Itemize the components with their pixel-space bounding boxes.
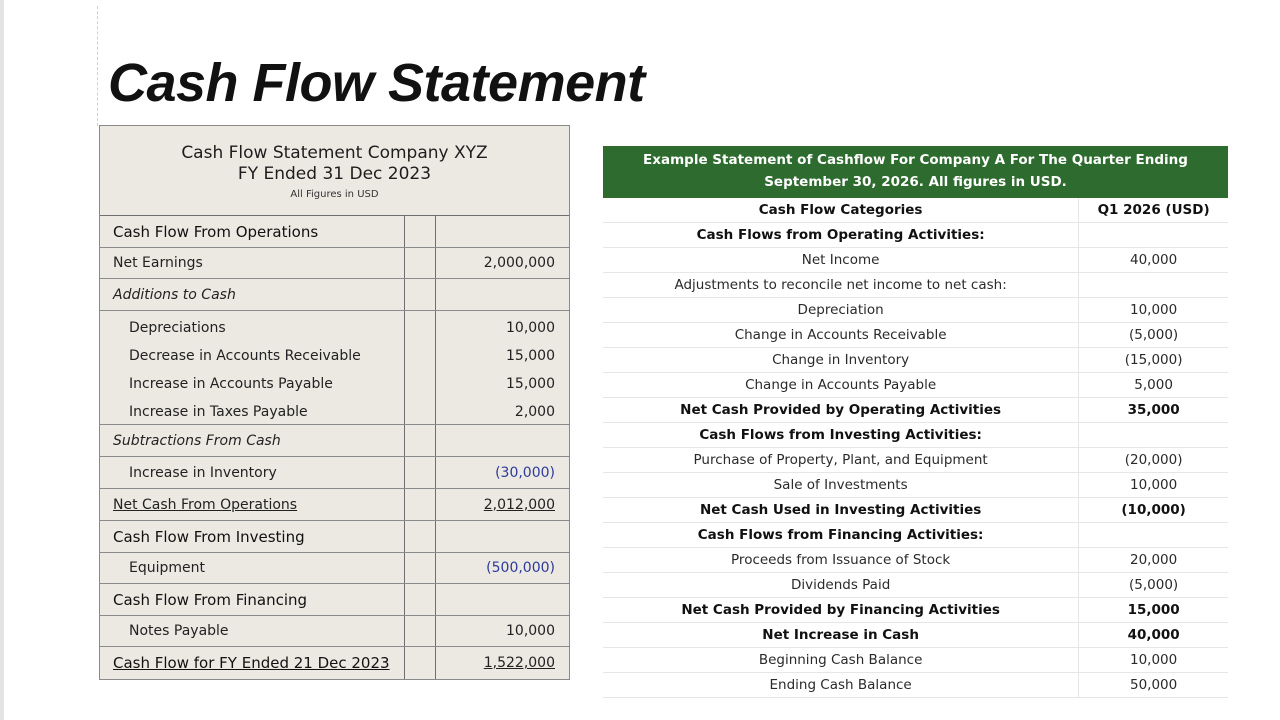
- row-amount: [484, 647, 555, 679]
- row-amount: 10,000: [506, 320, 555, 336]
- statement-row: [100, 521, 569, 553]
- row-category: Depreciation: [603, 298, 1079, 322]
- row-category: Net Cash Provided by Operating Activities: [603, 398, 1079, 422]
- row-value: 20,000: [1129, 552, 1178, 568]
- row-value: 5,000: [1134, 377, 1173, 393]
- row-label: Cash Flow From Investing: [113, 527, 305, 546]
- table-row: [603, 473, 1228, 498]
- statement-row: [100, 248, 569, 279]
- statement-row: [100, 279, 569, 311]
- table-row: [603, 373, 1228, 398]
- header-category: Cash Flow Categories: [603, 198, 1079, 222]
- table-row: [603, 623, 1228, 648]
- row-category: Cash Flows from Financing Activities:: [603, 523, 1079, 547]
- table-title: Example Statement of Cashflow For Company A For The Quarter Ending September 30, 2026. All figures in USD.: [603, 146, 1228, 198]
- row-value: (5,000): [1129, 327, 1179, 343]
- total-amount: 1,522,000: [483, 655, 555, 671]
- table-header-row: [603, 198, 1228, 223]
- subtotal-label: Net Cash From Operations: [113, 496, 298, 513]
- row-amount: 10,000: [506, 623, 555, 639]
- statement-company: Cash Flow Statement Company XYZ: [181, 143, 488, 163]
- row-category: Change in Inventory: [603, 348, 1079, 372]
- statement-row: [100, 489, 569, 521]
- subtotal-amount: 2,012,000: [483, 496, 555, 513]
- row-label: Depreciations: [129, 320, 226, 336]
- row-amount: 2,000,000: [483, 255, 555, 271]
- window-edge: [0, 0, 4, 720]
- total-label: Cash Flow for FY Ended 21 Dec 2023: [113, 654, 390, 672]
- statement-row: [100, 647, 569, 679]
- table-row: [603, 223, 1228, 248]
- table-row: [603, 398, 1228, 423]
- row-value: [1079, 523, 1228, 547]
- row-amount: (30,000): [495, 464, 555, 481]
- row-value: 50,000: [1129, 677, 1178, 693]
- statement-row: [100, 398, 569, 426]
- row-amount: 2,000: [514, 404, 555, 420]
- row-category: Beginning Cash Balance: [603, 648, 1079, 672]
- statement-header: [100, 126, 569, 216]
- row-category: Adjustments to reconcile net income to net cash:: [603, 273, 1079, 297]
- statement-row: [100, 217, 569, 248]
- row-value: [1079, 423, 1228, 447]
- row-value: (15,000): [1124, 352, 1183, 368]
- row-value: (10,000): [1121, 502, 1186, 518]
- row-category: Cash Flows from Investing Activities:: [603, 423, 1079, 447]
- statement-row: [100, 584, 569, 616]
- row-amount: (500,000): [486, 560, 555, 576]
- statement-row: [100, 314, 569, 342]
- table-row: [603, 548, 1228, 573]
- row-category: Change in Accounts Payable: [603, 373, 1079, 397]
- row-label: Cash Flow From Financing: [113, 590, 308, 609]
- statement-row: [100, 342, 569, 370]
- statement-row: [100, 370, 569, 398]
- table-row: [603, 273, 1228, 298]
- table-row: [603, 498, 1228, 523]
- row-value: (20,000): [1124, 452, 1183, 468]
- additions-group: [100, 311, 569, 425]
- row-amount: 15,000: [506, 348, 555, 364]
- row-amount: [484, 489, 555, 520]
- guide-line: [97, 6, 98, 126]
- row-value: 10,000: [1129, 302, 1178, 318]
- row-label: Increase in Taxes Payable: [129, 404, 308, 420]
- row-category: Net Cash Used in Investing Activities: [603, 498, 1079, 522]
- row-category: Ending Cash Balance: [603, 673, 1079, 697]
- row-category: Net Increase in Cash: [603, 623, 1079, 647]
- row-label: [113, 489, 297, 520]
- statement-note: All Figures in USD: [290, 189, 379, 200]
- row-value: [1079, 223, 1228, 247]
- table-row: [603, 248, 1228, 273]
- header-value: Q1 2026 (USD): [1097, 202, 1210, 218]
- row-value: 10,000: [1129, 477, 1178, 493]
- row-amount: 15,000: [506, 376, 555, 392]
- row-label: Cash Flow From Operations: [113, 223, 319, 241]
- row-value: 15,000: [1127, 602, 1180, 618]
- row-value: (5,000): [1129, 577, 1179, 593]
- row-label: Decrease in Accounts Receivable: [129, 348, 361, 364]
- row-value: 40,000: [1129, 252, 1178, 268]
- row-value: 35,000: [1127, 402, 1180, 418]
- table-row: [603, 298, 1228, 323]
- row-label: Net Earnings: [113, 255, 203, 271]
- table-row: [603, 523, 1228, 548]
- row-category: Purchase of Property, Plant, and Equipment: [603, 448, 1079, 472]
- table-row: [603, 348, 1228, 373]
- row-value: 10,000: [1129, 652, 1178, 668]
- statement-row: [100, 457, 569, 489]
- row-label: Increase in Inventory: [129, 464, 277, 481]
- row-category: Net Income: [603, 248, 1079, 272]
- row-label: Subtractions From Cash: [113, 432, 281, 449]
- row-label: Equipment: [129, 560, 205, 576]
- table-row: [603, 423, 1228, 448]
- statement-row: [100, 616, 569, 647]
- row-category: Sale of Investments: [603, 473, 1079, 497]
- row-category: Dividends Paid: [603, 573, 1079, 597]
- page-title: Cash Flow Statement: [108, 53, 645, 113]
- table-row: [603, 673, 1228, 698]
- row-label: [113, 647, 390, 679]
- row-label: Notes Payable: [129, 623, 229, 639]
- row-label: Increase in Accounts Payable: [129, 376, 333, 392]
- row-category: Net Cash Provided by Financing Activities: [603, 598, 1079, 622]
- row-label: Additions to Cash: [113, 286, 236, 303]
- row-category: Cash Flows from Operating Activities:: [603, 223, 1079, 247]
- table-row: [603, 648, 1228, 673]
- row-category: Change in Accounts Receivable: [603, 323, 1079, 347]
- table-row: [603, 323, 1228, 348]
- table-row: [603, 598, 1228, 623]
- row-value: 40,000: [1127, 627, 1180, 643]
- statement-period: FY Ended 31 Dec 2023: [237, 164, 432, 184]
- company-xyz-statement: [99, 125, 570, 680]
- statement-row: [100, 425, 569, 457]
- row-value: [1079, 273, 1228, 297]
- row-category: Proceeds from Issuance of Stock: [603, 548, 1079, 572]
- table-row: [603, 573, 1228, 598]
- table-row: [603, 448, 1228, 473]
- example-cashflow-table: [603, 146, 1228, 698]
- statement-row: [100, 553, 569, 584]
